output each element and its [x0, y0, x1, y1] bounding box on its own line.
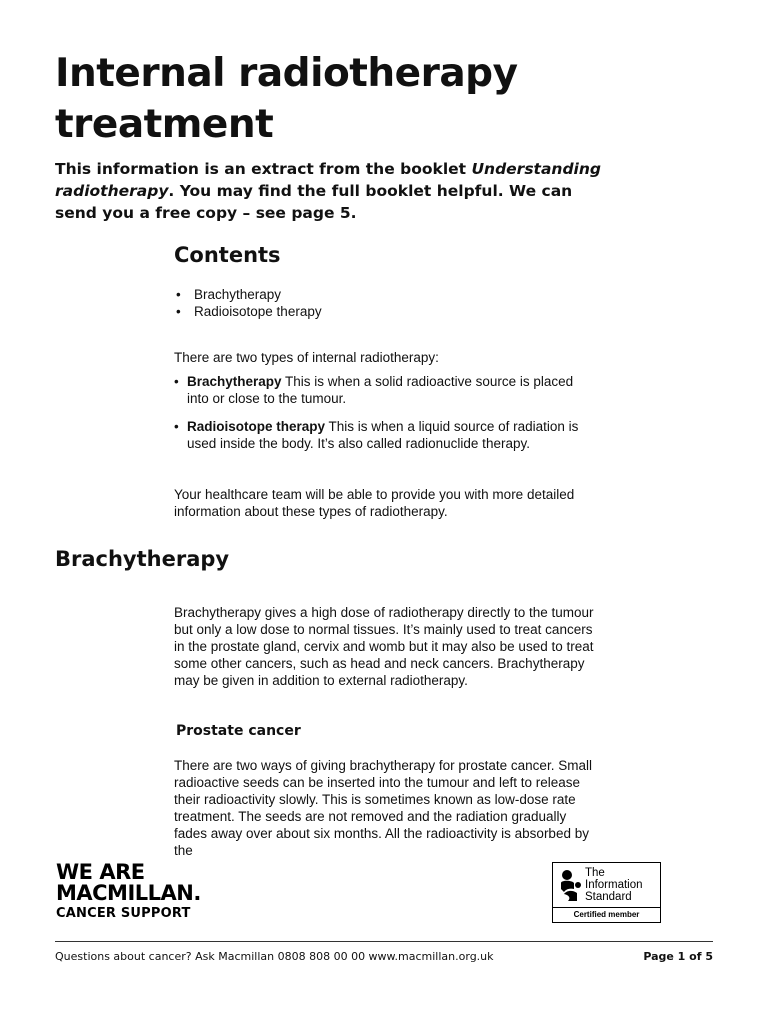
booklet-title: Understanding radiotherapy — [55, 160, 601, 200]
contents-item-radioisotope-therapy[interactable]: • Radioisotope therapy — [174, 303, 574, 320]
team-note: Your healthcare team will be able to provide you with more detailed information about these types of radiotherapy. — [174, 487, 575, 519]
page-number: Page 1 of 5 — [643, 950, 713, 963]
type-description: This is when a liquid source of radiation is used inside the body. It’s also called radionuclide therapy. — [187, 419, 579, 451]
macmillan-logo — [56, 862, 201, 904]
footer-divider — [55, 941, 713, 942]
intro-text-start: This information is an extract from the booklet — [55, 160, 472, 178]
footer-contact: Questions about cancer? Ask Macmillan 0808 808 00 00 www.macmillan.org.uk — [55, 950, 494, 963]
brachytherapy-paragraph: Brachytherapy gives a high dose of radiotherapy directly to the tumour but only a low dose to normal tissues. It’s mainly used to treat cancers in the prostate gland, cervix and womb but it may also be used to treat some other cancers, such as head and neck cancers. Brachytherapy may be given in addition to external radiotherapy. — [174, 605, 594, 688]
information-standard-icon — [558, 869, 582, 903]
badge-text — [585, 867, 659, 903]
logo-line-macmillan: MACMILLAN. — [56, 881, 201, 905]
badge-line-standard: Standard — [585, 891, 632, 903]
type-item-brachytherapy — [174, 373, 594, 407]
subheading-prostate-cancer: Prostate cancer — [176, 723, 301, 739]
intro-text-end: . You may find the full booklet helpful. We can send you a free copy – see page 5. — [55, 182, 573, 222]
type-description: This is when a solid radioactive source is placed into or close to the tumour. — [187, 374, 574, 406]
intro-paragraph — [55, 158, 615, 224]
certified-member-label: Certified member — [553, 907, 660, 922]
prostate-paragraph: There are two ways of giving brachytherapy for prostate cancer. Small radioactive seeds can be inserted into the tumour and left to release their radioactivity slowly. This is sometimes known as low-dose rate treatment. The seeds are not removed and the radiation gradually fades away over about six months. All the radioactivity is absorbed by the — [174, 758, 592, 858]
contents-item-brachytherapy[interactable]: • Brachytherapy — [174, 286, 574, 303]
logo-line-we-are: WE ARE — [56, 860, 145, 884]
page-title: Internal radiotherapy treatment — [55, 51, 518, 147]
badge-line-information: Information — [585, 879, 643, 891]
badge-top — [553, 863, 660, 909]
types-intro: There are two types of internal radiotherapy: — [174, 350, 439, 365]
information-standard-badge — [552, 862, 661, 923]
section-heading-brachytherapy: Brachytherapy — [55, 547, 230, 571]
type-term: Brachytherapy — [187, 374, 282, 389]
contents-list — [174, 286, 574, 320]
types-list — [174, 373, 594, 463]
badge-line-the: The — [585, 867, 605, 879]
type-item-radioisotope — [174, 418, 594, 452]
contents-heading: Contents — [174, 243, 281, 267]
logo-line-cancer-support: CANCER SUPPORT — [56, 906, 191, 921]
type-term: Radioisotope therapy — [187, 419, 326, 434]
